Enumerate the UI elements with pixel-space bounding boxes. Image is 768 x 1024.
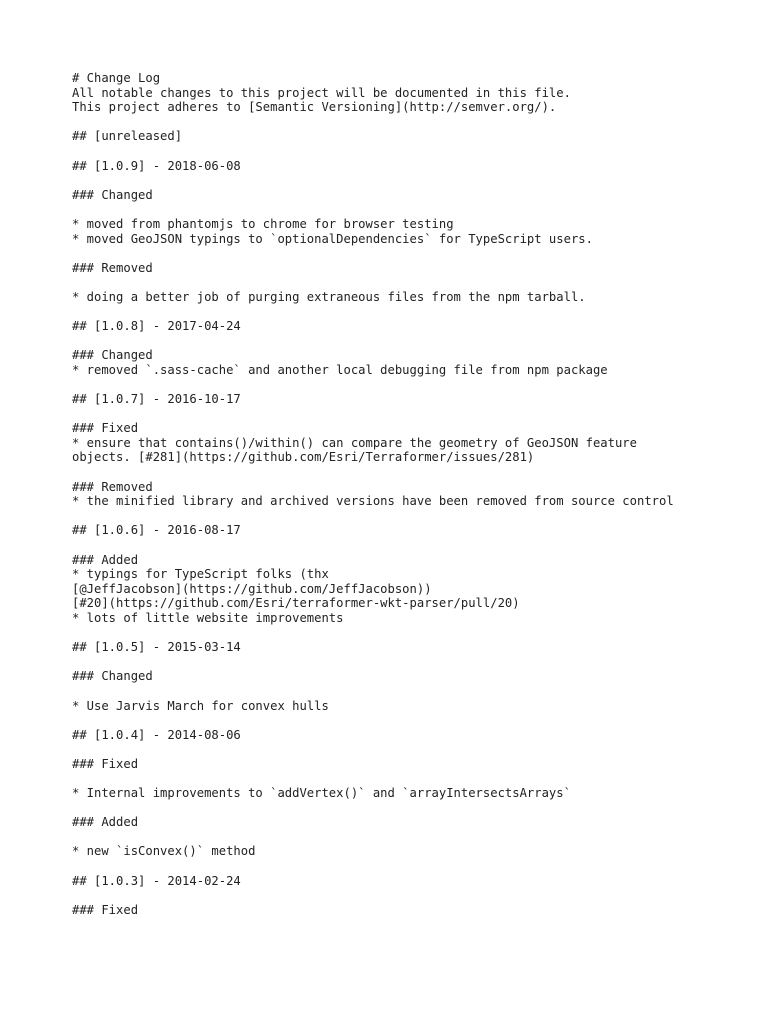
version-heading: ## [1.0.7] - 2016-10-17 (72, 392, 241, 407)
blank-line (72, 115, 752, 130)
list-item: * Use Jarvis March for convex hulls (72, 698, 329, 713)
blank-line (72, 377, 752, 392)
blank-line (72, 538, 752, 553)
blank-line (72, 859, 752, 874)
blank-line (72, 202, 752, 217)
text-line: [#20](https://github.com/Esri/terraformer-wkt-parser/pull/20) (72, 596, 520, 611)
version-heading: ## [1.0.8] - 2017-04-24 (72, 319, 241, 334)
blank-line (72, 888, 752, 903)
section-heading: ### Added (72, 552, 139, 567)
blank-line (72, 144, 752, 159)
section-heading: ### Removed (72, 479, 153, 494)
blank-line (72, 465, 752, 480)
blank-line (72, 173, 752, 188)
blank-line (72, 275, 752, 290)
blank-line (72, 830, 752, 845)
list-item: * new `isConvex()` method (72, 844, 256, 859)
document-title: # Change Log (72, 71, 161, 85)
version-heading: ## [1.0.4] - 2014-08-06 (72, 727, 241, 742)
section-heading: ### Removed (72, 260, 153, 275)
blank-line (72, 655, 752, 670)
blank-line (72, 305, 752, 320)
version-heading: ## [1.0.3] - 2014-02-24 (72, 873, 241, 888)
list-item: * removed `.sass-cache` and another local debugging file from npm package (72, 362, 608, 377)
list-item: * lots of little website improvements (72, 610, 344, 625)
section-heading: ### Fixed (72, 902, 139, 917)
version-heading: ## [1.0.9] - 2018-06-08 (72, 158, 241, 173)
blank-line (72, 684, 752, 699)
blank-line (72, 801, 752, 816)
section-heading: ### Added (72, 815, 139, 830)
list-item: * typings for TypeScript folks (thx (72, 567, 329, 582)
section-heading: ### Changed (72, 187, 153, 202)
blank-line (72, 713, 752, 728)
section-heading: ### Fixed (72, 421, 139, 436)
version-heading: ## [unreleased] (72, 129, 183, 144)
changelog-document (72, 71, 752, 917)
blank-line (72, 407, 752, 422)
text-line: This project adheres to [Semantic Versioning](http://semver.org/). (72, 100, 557, 115)
text-line: objects. [#281](https://github.com/Esri/Terraformer/issues/281) (72, 450, 535, 465)
text-line: [@JeffJacobson](https://github.com/JeffJacobson)) (72, 581, 432, 596)
list-item: * moved GeoJSON typings to `optionalDependencies` for TypeScript users. (72, 231, 593, 246)
list-item: * Internal improvements to `addVertex()` and `arrayIntersectsArrays` (72, 786, 571, 801)
section-heading: ### Fixed (72, 756, 139, 771)
list-item: * doing a better job of purging extraneous files from the npm tarball. (72, 289, 586, 304)
version-heading: ## [1.0.6] - 2016-08-17 (72, 523, 241, 538)
blank-line (72, 772, 752, 787)
version-heading: ## [1.0.5] - 2015-03-14 (72, 640, 241, 655)
list-item: * moved from phantomjs to chrome for browser testing (72, 216, 454, 231)
list-item: * the minified library and archived versions have been removed from source control (72, 494, 674, 509)
blank-line (72, 626, 752, 641)
list-item: * ensure that contains()/within() can compare the geometry of GeoJSON feature (72, 435, 637, 450)
section-heading: ### Changed (72, 669, 153, 684)
text-line: All notable changes to this project will be documented in this file. (72, 85, 571, 100)
section-heading: ### Changed (72, 348, 153, 363)
blank-line (72, 246, 752, 261)
blank-line (72, 742, 752, 757)
blank-line (72, 334, 752, 349)
blank-line (72, 509, 752, 524)
